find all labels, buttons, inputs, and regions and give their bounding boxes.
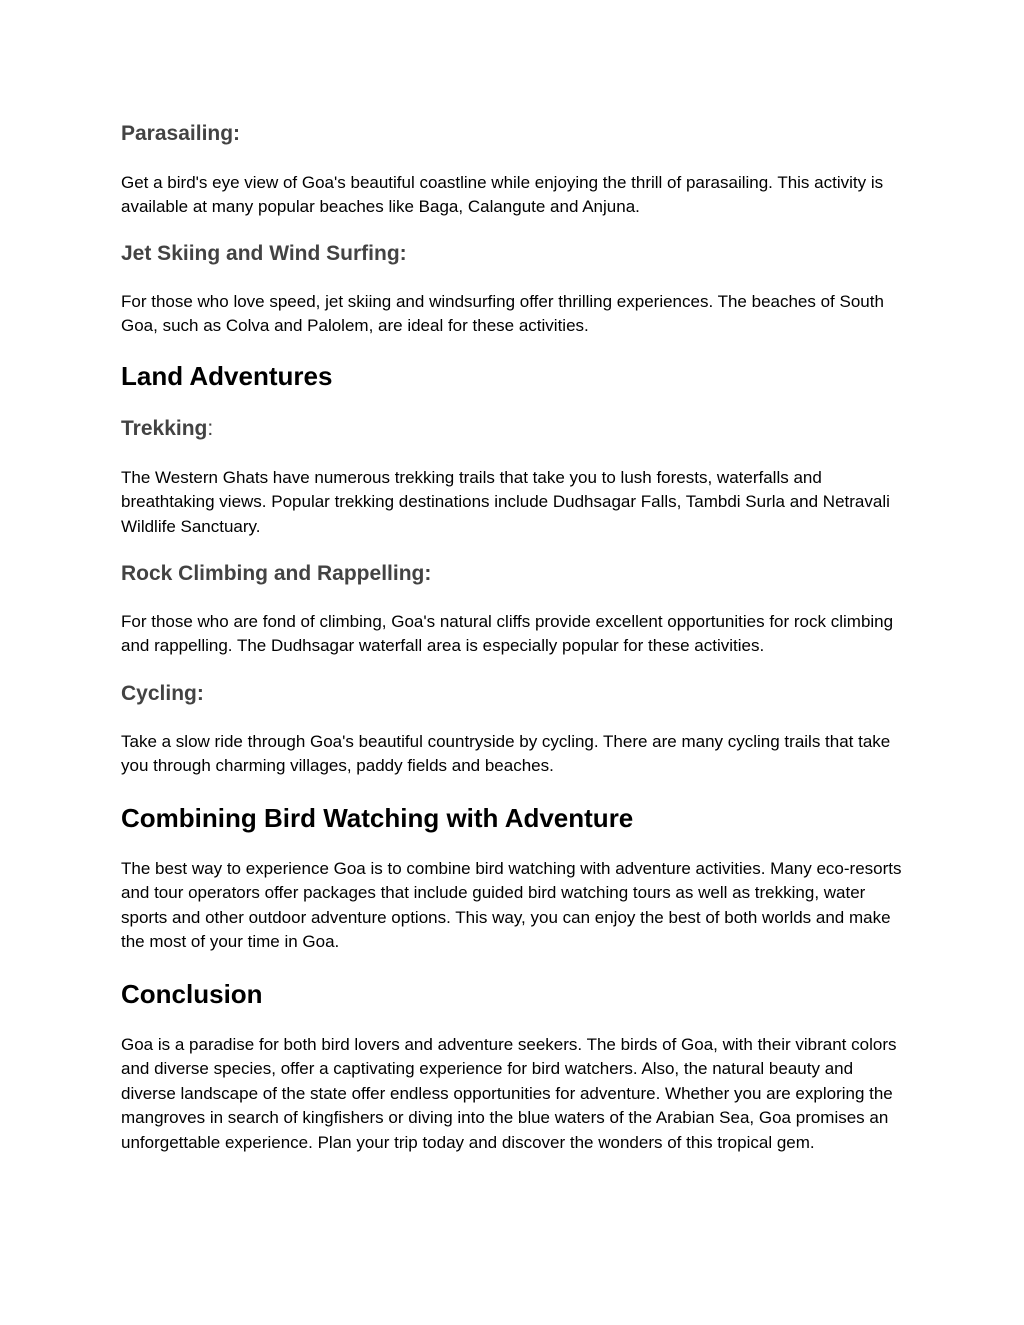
- conclusion-heading: Conclusion: [121, 979, 263, 1009]
- trekking-heading-suffix: :: [207, 417, 214, 440]
- rock-climbing-paragraph: For those who are fond of climbing, Goa's natural cliffs provide excellent opportunities for rock climbing and rappelling. The Dudhsagar waterfall area is especially popular for these activities.: [121, 612, 894, 656]
- parasailing-paragraph: Get a bird's eye view of Goa's beautiful coastline while enjoying the thrill of parasailing. This activity is available at many popular beaches like Baga, Calangute and Anjuna.: [121, 173, 884, 217]
- trekking-heading-text: Trekking: [121, 417, 208, 440]
- conclusion-paragraph: Goa is a paradise for both bird lovers and adventure seekers. The birds of Goa, with their vibrant colors and diverse species, offer a captivating experience for bird watchers. Also, the natural beauty and diverse landscape of the state offer endless opportunities for adventure. Whether you are exploring the mangroves in search of kingfishers or diving into the blue waters of the Arabian Sea, Goa promises an unforgettable experience. Plan your trip today and discover the wonders of this tropical gem.: [121, 1035, 897, 1152]
- trekking-paragraph: The Western Ghats have numerous trekking trails that take you to lush forests, waterfalls and breathtaking views. Popular trekking destinations include Dudhsagar Falls, Tambdi Surla and Netravali Wildlife Sanctuary.: [121, 468, 890, 536]
- combining-paragraph: The best way to experience Goa is to combine bird watching with adventure activities. Many eco-resorts and tour operators offer packages that include guided bird watching tours as well as trekking, water sports and other outdoor adventure options. This way, you can enjoy the best of both worlds and make the most of your time in Goa.: [121, 859, 902, 952]
- trekking-heading: [121, 416, 213, 442]
- combining-heading: Combining Bird Watching with Adventure: [121, 803, 634, 833]
- parasailing-heading: Parasailing:: [121, 122, 241, 145]
- cycling-heading: Cycling:: [121, 682, 204, 705]
- rock-climbing-heading: Rock Climbing and Rappelling:: [121, 562, 432, 585]
- jet-skiing-paragraph: For those who love speed, jet skiing and windsurfing offer thrilling experiences. The beaches of South Goa, such as Colva and Palolem, are ideal for these activities.: [121, 292, 884, 336]
- jet-skiing-heading: Jet Skiing and Wind Surfing:: [121, 242, 407, 265]
- land-adventures-heading: Land Adventures: [121, 361, 333, 391]
- cycling-paragraph: Take a slow ride through Goa's beautiful countryside by cycling. There are many cycling trails that take you through charming villages, paddy fields and beaches.: [121, 732, 891, 776]
